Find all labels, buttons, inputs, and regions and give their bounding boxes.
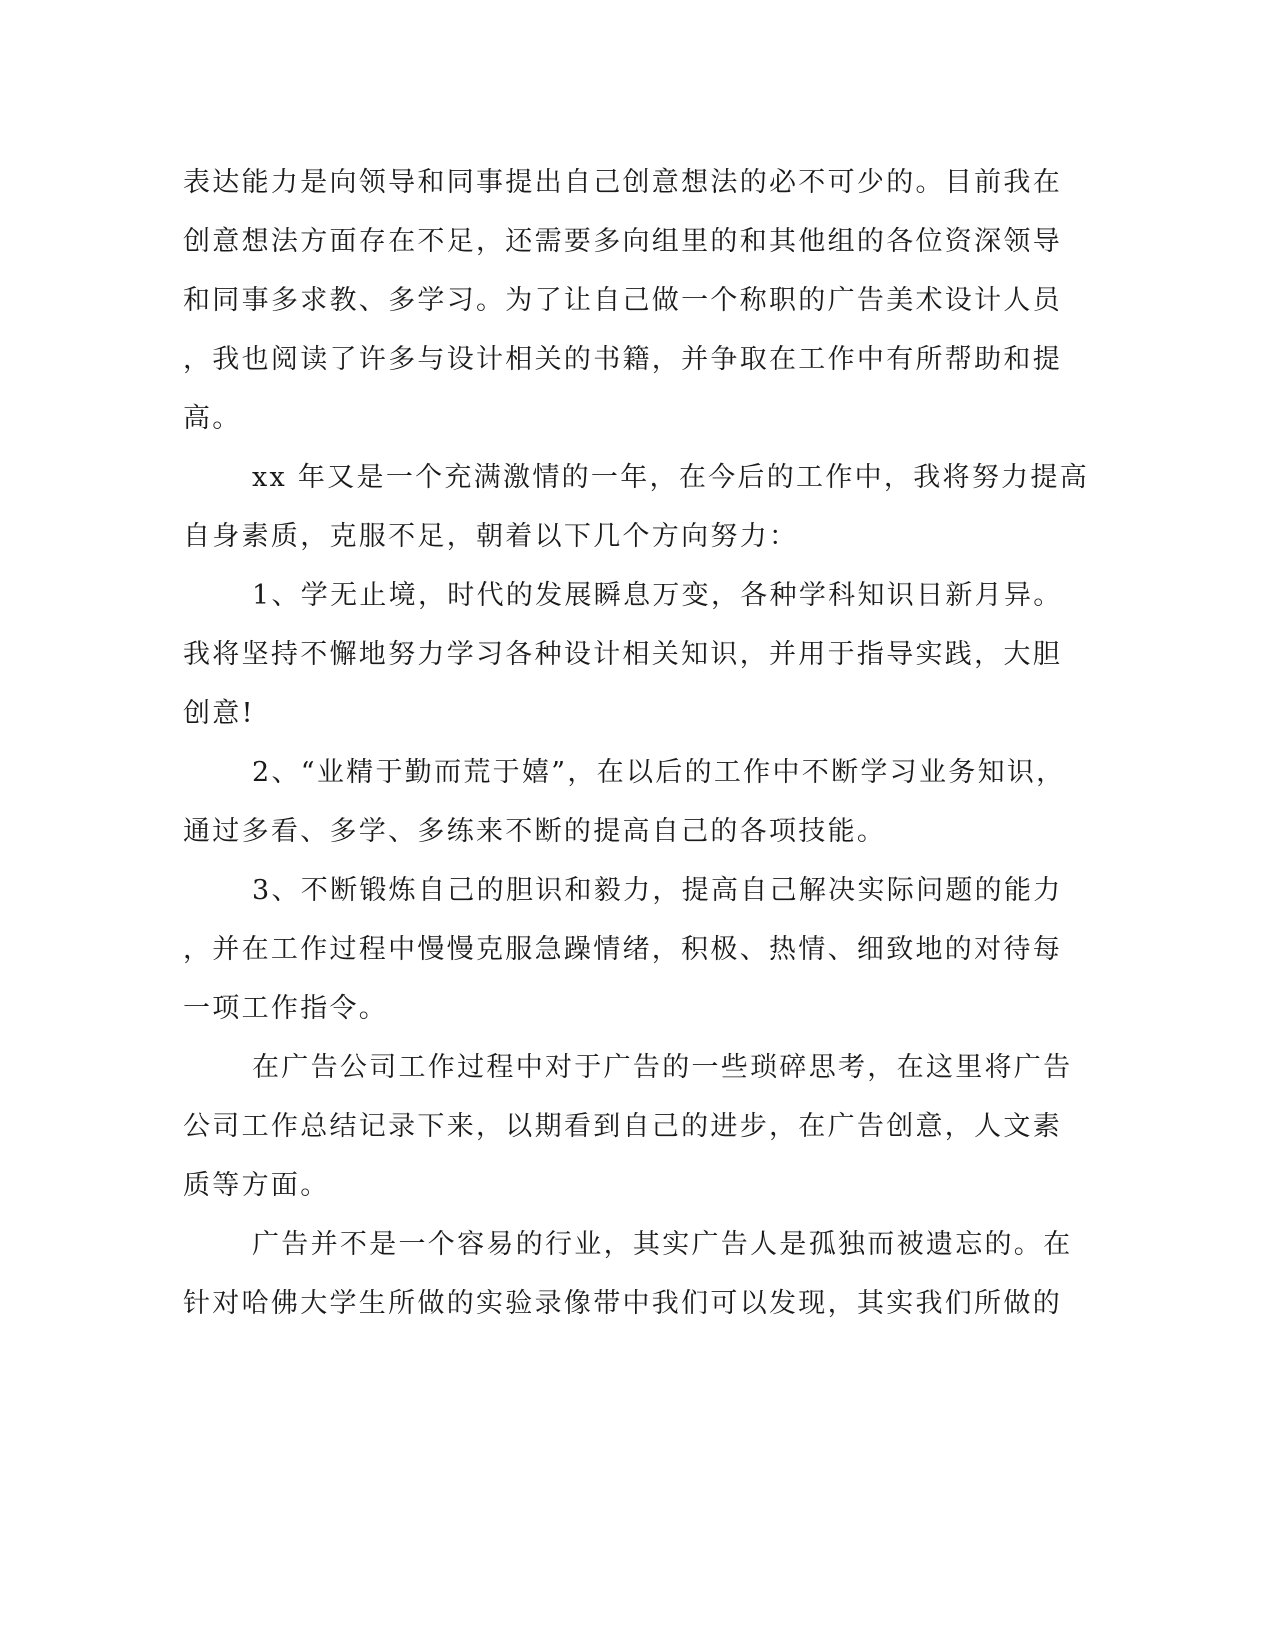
text-line: 1、学无止境，时代的发展瞬息万变，各种学科知识日新月异。 [252, 580, 1063, 611]
paragraph [183, 1038, 1073, 1215]
document-body [183, 153, 1090, 1333]
text-line: 2、“业精于勤而荒于嬉”，在以后的工作中不断学习业务知识， [252, 757, 1066, 788]
text-line: 创意想法方面存在不足，还需要多向组里的和其他组的各位资深领导 [183, 226, 1062, 257]
list-item-1 [183, 566, 1063, 743]
list-item-3 [183, 861, 1063, 1038]
text-line: 一项工作指令。 [183, 993, 389, 1024]
text-line: 3、不断锻炼自己的胆识和毅力，提高自己解决实际问题的能力 [252, 875, 1063, 906]
text-line: 通过多看、多学、多练来不断的提高自己的各项技能。 [183, 816, 887, 847]
text-line: 在广告公司工作过程中对于广告的一些琐碎思考，在这里将广告 [252, 1052, 1073, 1083]
text-line: xx 年又是一个充满激情的一年，在今后的工作中，我将努力提高 [252, 462, 1090, 493]
paragraph [183, 1215, 1073, 1333]
text-line: 和同事多求教、多学习。为了让自己做一个称职的广告美术设计人员 [183, 285, 1062, 316]
text-line: 表达能力是向领导和同事提出自己创意想法的必不可少的。目前我在 [183, 167, 1062, 198]
text-line: 创意! [183, 698, 255, 729]
text-line: 高。 [183, 403, 242, 434]
text-line: 公司工作总结记录下来，以期看到自己的进步，在广告创意，人文素 [183, 1111, 1062, 1142]
list-item-2 [183, 743, 1066, 861]
paragraph [183, 153, 1062, 448]
text-line: 广告并不是一个容易的行业，其实广告人是孤独而被遗忘的。在 [252, 1229, 1073, 1260]
text-line: 针对哈佛大学生所做的实验录像带中我们可以发现，其实我们所做的 [183, 1288, 1062, 1319]
text-line: 自身素质，克服不足，朝着以下几个方向努力： [183, 521, 799, 552]
text-line: 我将坚持不懈地努力学习各种设计相关知识，并用于指导实践，大胆 [183, 639, 1062, 670]
text-line: 质等方面。 [183, 1170, 330, 1201]
text-line: ，并在工作过程中慢慢克服急躁情绪，积极、热情、细致地的对待每 [183, 934, 1062, 965]
text-line: ，我也阅读了许多与设计相关的书籍，并争取在工作中有所帮助和提 [183, 344, 1062, 375]
paragraph [183, 448, 1090, 566]
